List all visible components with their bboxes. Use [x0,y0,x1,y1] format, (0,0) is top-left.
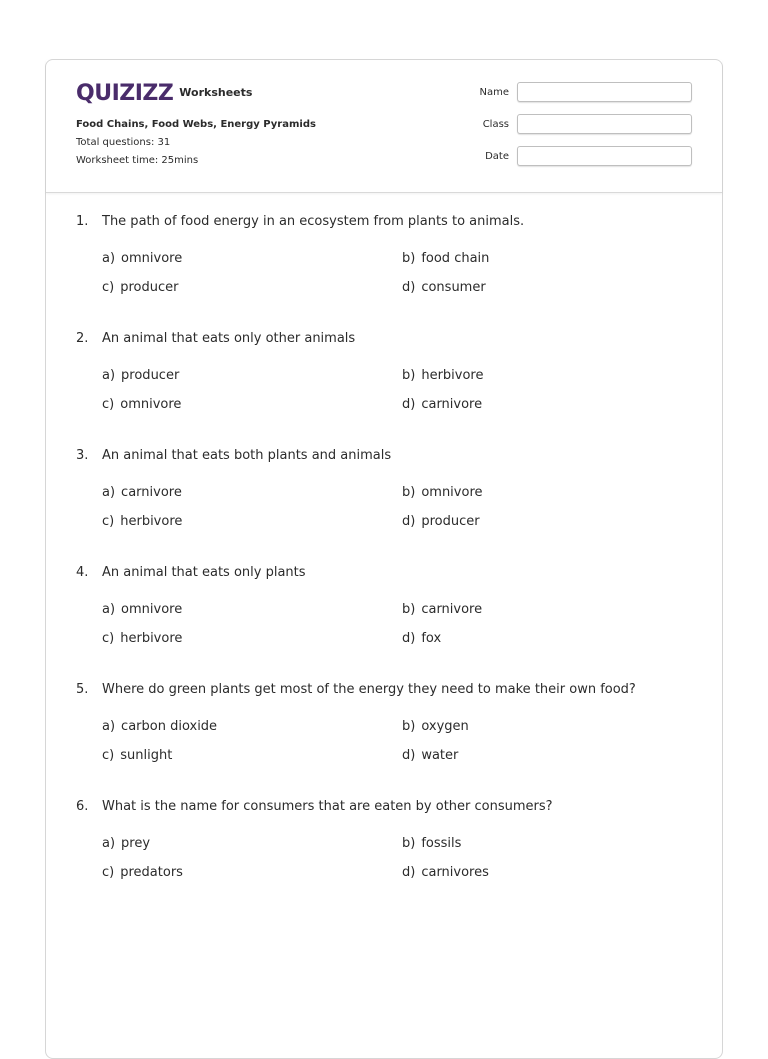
option-c[interactable]: c) herbivore [102,631,183,646]
option-a[interactable]: a) omnivore [102,251,183,266]
name-label: Name [479,87,509,98]
option-c[interactable]: c) predators [102,865,183,880]
question-number: 5. [76,682,89,697]
worksheet-page [45,59,723,1059]
total-questions: Total questions: 31 [76,137,171,148]
question-4 [76,565,696,682]
option-a[interactable]: a) producer [102,368,180,383]
question-2 [76,331,696,448]
option-d[interactable]: d) fox [402,631,442,646]
question-number: 6. [76,799,89,814]
name-field[interactable] [517,82,692,102]
option-c[interactable]: c) omnivore [102,397,182,412]
worksheet-time: Worksheet time: 25mins [76,155,199,166]
worksheet-title: Food Chains, Food Webs, Energy Pyramids [76,119,316,130]
question-6 [76,799,696,916]
brand-subtitle: Worksheets [179,85,253,99]
option-d[interactable]: d) carnivore [402,397,483,412]
question-text: The path of food energy in an ecosystem from plants to animals. [102,214,525,229]
question-text: An animal that eats both plants and animals [102,448,392,463]
question-text: An animal that eats only plants [102,565,306,580]
option-c[interactable]: c) herbivore [102,514,183,529]
worksheet-header [46,60,722,193]
question-list [76,214,696,916]
question-1 [76,214,696,331]
option-b[interactable]: b) herbivore [402,368,484,383]
question-number: 4. [76,565,89,580]
option-d[interactable]: d) water [402,748,459,763]
question-text: Where do green plants get most of the energy they need to make their own food? [102,682,636,697]
brand [76,80,252,106]
question-number: 1. [76,214,89,229]
option-d[interactable]: d) producer [402,514,480,529]
question-text: What is the name for consumers that are eaten by other consumers? [102,799,553,814]
question-5 [76,682,696,799]
option-a[interactable]: a) omnivore [102,602,183,617]
option-a[interactable]: a) prey [102,836,151,851]
option-b[interactable]: b) omnivore [402,485,483,500]
question-3 [76,448,696,565]
option-a[interactable]: a) carnivore [102,485,182,500]
question-number: 3. [76,448,89,463]
date-label: Date [485,151,509,162]
option-b[interactable]: b) fossils [402,836,462,851]
option-a[interactable]: a) carbon dioxide [102,719,218,734]
option-b[interactable]: b) oxygen [402,719,469,734]
question-text: An animal that eats only other animals [102,331,356,346]
option-c[interactable]: c) sunlight [102,748,173,763]
question-number: 2. [76,331,89,346]
option-d[interactable]: d) carnivores [402,865,489,880]
option-d[interactable]: d) consumer [402,280,486,295]
class-field[interactable] [517,114,692,134]
option-b[interactable]: b) food chain [402,251,490,266]
date-field[interactable] [517,146,692,166]
option-b[interactable]: b) carnivore [402,602,483,617]
class-label: Class [482,119,509,130]
quizizz-logo: QUIZIZZ [76,80,174,106]
option-c[interactable]: c) producer [102,280,179,295]
